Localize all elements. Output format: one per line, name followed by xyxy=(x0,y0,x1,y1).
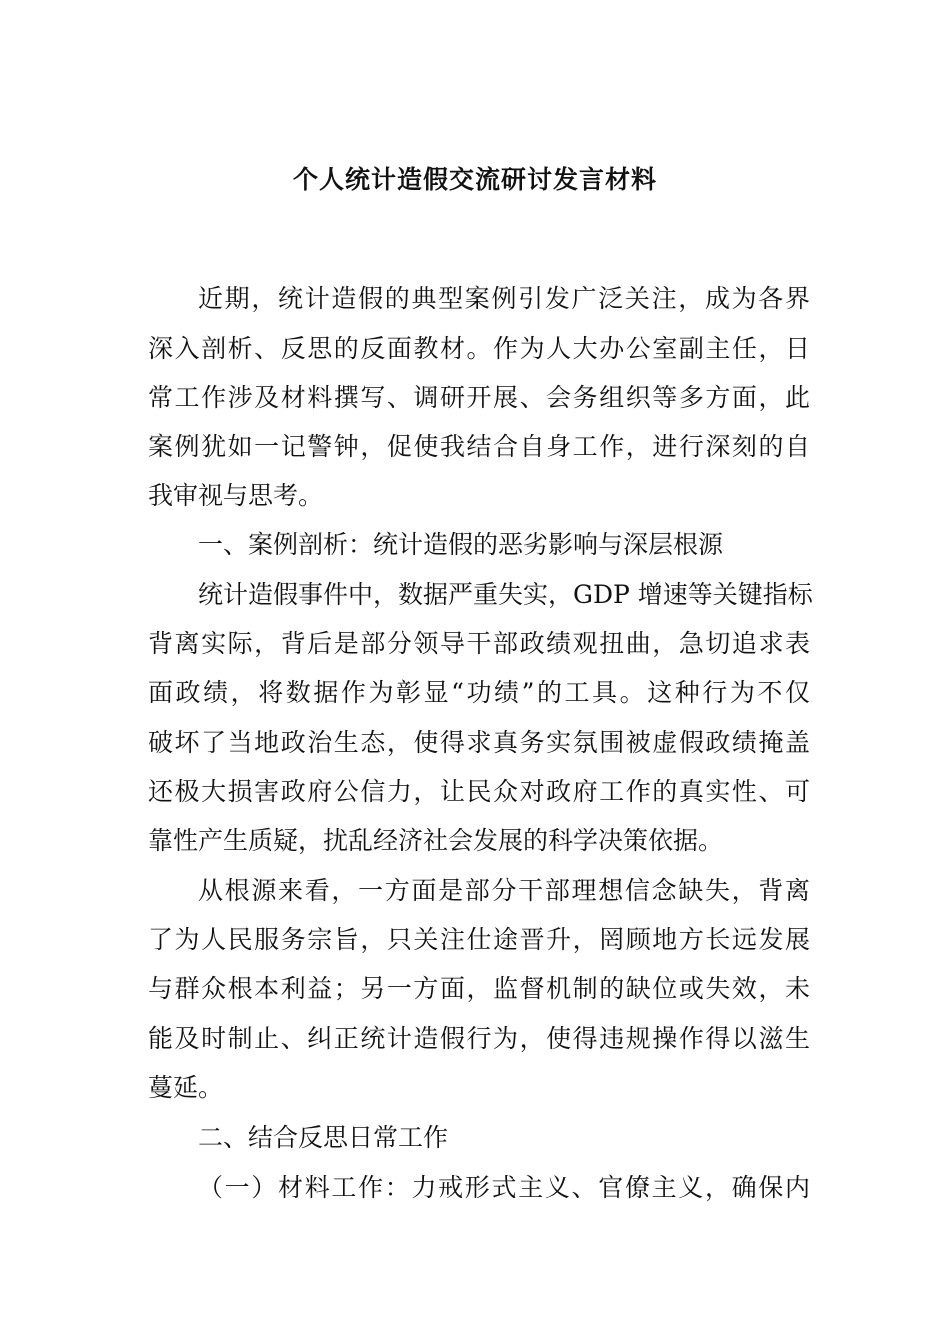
paragraph-line: 深入剖析、反思的反面教材。作为人大办公室副主任，日 xyxy=(148,334,810,363)
section-heading: 二、结合反思日常工作 xyxy=(198,1123,449,1152)
paragraph-line: 破坏了当地政治生态，使得求真务实氛围被虚假政绩掩盖 xyxy=(148,728,810,757)
paragraph-line: 面政绩，将数据作为彰显“功绩”的工具。这种行为不仅 xyxy=(148,678,810,707)
section-heading: 一、案例剖析：统计造假的恶劣影响与深层根源 xyxy=(198,530,724,559)
paragraph-line: 与群众根本利益；另一方面，监督机制的缺位或失效，未 xyxy=(148,974,810,1003)
paragraph-line: 案例犹如一记警钟，促使我结合自身工作，进行深刻的自 xyxy=(148,432,810,461)
paragraph-line: 蔓延。 xyxy=(148,1073,224,1102)
paragraph-line: 还极大损害政府公信力，让民众对政府工作的真实性、可 xyxy=(148,777,810,806)
page-title: 个人统计造假交流研讨发言材料 xyxy=(292,165,657,194)
paragraph-line: 从根源来看，一方面是部分干部理想信念缺失，背离 xyxy=(198,876,810,905)
paragraph-line: 我审视与思考。 xyxy=(148,481,324,510)
paragraph-line: 近期，统计造假的典型案例引发广泛关注，成为各界 xyxy=(198,284,810,313)
subsection-heading: （一）材料工作：力戒形式主义、官僚主义，确保内 xyxy=(198,1173,810,1202)
paragraph-line: 背离实际，背后是部分领导干部政绩观扭曲，急切追求表 xyxy=(148,629,810,658)
paragraph-line: 了为人民服务宗旨，只关注仕途晋升，罔顾地方长远发展 xyxy=(148,925,810,954)
paragraph-line: 统计造假事件中，数据严重失实，GDP 增速等关键指标 xyxy=(198,580,813,609)
paragraph-line: 能及时制止、纠正统计造假行为，使得违规操作得以滋生 xyxy=(148,1024,810,1053)
paragraph-line: 靠性产生质疑，扰乱经济社会发展的科学决策依据。 xyxy=(148,826,724,855)
paragraph-line: 常工作涉及材料撰写、调研开展、会务组织等多方面，此 xyxy=(148,383,810,412)
